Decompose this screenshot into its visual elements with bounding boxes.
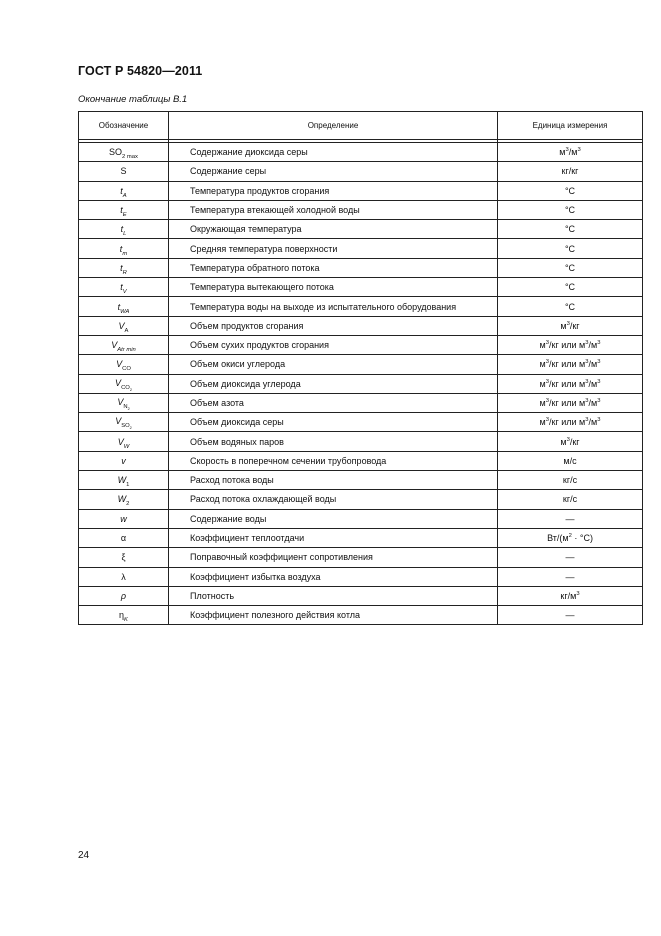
symbol-cell: $W_1$ [79,471,169,490]
table-row [79,606,643,625]
table-row [79,490,643,509]
symbol-cell: $W_2$ [79,490,169,509]
unit-cell: — [498,567,643,586]
unit-cell: кг/с [498,471,643,490]
unit-cell: — [498,509,643,528]
unit-cell: °C [498,278,643,297]
table-row [79,278,643,297]
definition-cell: Объем азота [169,393,498,412]
table-row [79,471,643,490]
column-header-definition: Определение [169,112,498,140]
symbol-cell: $V_{SO_2}$ [79,413,169,432]
symbol-cell: v [79,451,169,470]
definition-cell: Температура втекающей холодной воды [169,200,498,219]
symbol-cell: λ [79,567,169,586]
table-caption: Окончание таблицы В.1 [78,94,188,105]
unit-cell: $м^3/кг$ или $м^3/м^3$ [498,413,643,432]
definition-cell: Объем продуктов сгорания [169,316,498,335]
symbol-cell: $t_L$ [79,220,169,239]
definition-cell: Коэффициент полезного действия котла [169,606,498,625]
table-row [79,413,643,432]
table-row [79,586,643,605]
definition-cell: Содержание воды [169,509,498,528]
unit-cell: $м^3/кг$ [498,432,643,451]
definition-cell: Температура вытекающего потока [169,278,498,297]
table-row [79,316,643,335]
column-header-symbol: Обозначение [79,112,169,140]
definition-cell: Расход потока охлаждающей воды [169,490,498,509]
table-row [79,432,643,451]
definition-cell: Объем диоксида углерода [169,374,498,393]
table-row [79,548,643,567]
table-row [79,393,643,412]
definition-cell: Плотность [169,586,498,605]
definition-cell: Средняя температура поверхности [169,239,498,258]
unit-cell: — [498,606,643,625]
symbol-cell: w [79,509,169,528]
symbol-cell: S [79,162,169,181]
table-row [79,200,643,219]
definition-cell: Коэффициент теплоотдачи [169,528,498,547]
table-row [79,239,643,258]
definition-cell: Температура воды на выходе из испытательного оборудования [169,297,498,316]
symbol-cell: $V_{Atr min}$ [79,335,169,354]
definition-cell: Содержание диоксида серы [169,143,498,162]
definition-cell: Объем водяных паров [169,432,498,451]
symbol-cell: $V_W$ [79,432,169,451]
unit-cell: $м^3/кг$ или $м^3/м^3$ [498,335,643,354]
symbol-cell: $t_E$ [79,200,169,219]
symbol-cell: $V_{N_2}$ [79,393,169,412]
table-row [79,297,643,316]
unit-cell: $м^3/кг$ или $м^3/м^3$ [498,374,643,393]
table-row [79,528,643,547]
unit-cell: °C [498,258,643,277]
symbol-cell: ξ [79,548,169,567]
symbol-cell: α [79,528,169,547]
unit-cell: °C [498,220,643,239]
definition-cell: Объем окиси углерода [169,355,498,374]
table-header-row [79,112,643,140]
symbol-cell: $V_A$ [79,316,169,335]
symbol-cell: $V_{CO}$ [79,355,169,374]
symbol-cell: $t_V$ [79,278,169,297]
definition-cell: Окружающая температура [169,220,498,239]
definition-cell: Расход потока воды [169,471,498,490]
unit-cell: °C [498,200,643,219]
table-row [79,509,643,528]
unit-cell: кг/кг [498,162,643,181]
symbol-cell: $t_m$ [79,239,169,258]
table-row [79,374,643,393]
symbol-cell: $t_{WA}$ [79,297,169,316]
definition-cell: Поправочный коэффициент сопротивления [169,548,498,567]
column-header-unit: Единица измерения [498,112,643,140]
unit-cell: $м^3/кг$ или $м^3/м^3$ [498,355,643,374]
symbol-cell: $SO_{2 max}$ [79,143,169,162]
symbol-cell: $V_{CO_2}$ [79,374,169,393]
definition-cell: Коэффициент избытка воздуха [169,567,498,586]
unit-cell: $м^3/кг$ [498,316,643,335]
table-row [79,451,643,470]
table-row [79,355,643,374]
table-row [79,181,643,200]
unit-cell: $м^3/м^3$ [498,143,643,162]
definition-cell: Объем сухих продуктов сгорания [169,335,498,354]
unit-cell: °C [498,181,643,200]
table-row [79,143,643,162]
unit-cell: кг/с [498,490,643,509]
table-row [79,162,643,181]
definition-cell: Содержание серы [169,162,498,181]
table-body [79,143,643,625]
symbol-cell: $t_R$ [79,258,169,277]
symbol-cell: $\eta_K$ [79,606,169,625]
document-header: ГОСТ Р 54820—2011 [78,64,203,78]
page-number: 24 [78,850,90,861]
unit-cell: $м^3/кг$ или $м^3/м^3$ [498,393,643,412]
definition-cell: Объем диоксида серы [169,413,498,432]
unit-cell: — [498,548,643,567]
unit-cell: °C [498,239,643,258]
unit-cell: м/с [498,451,643,470]
unit-cell: $кг/м^3$ [498,586,643,605]
symbol-cell: $t_A$ [79,181,169,200]
unit-cell: $Вт/(м^2 \cdot ^\circ C)$ [498,528,643,547]
definition-cell: Температура обратного потока [169,258,498,277]
symbol-cell: ρ [79,586,169,605]
table-row [79,220,643,239]
definitions-table [78,111,643,625]
table-row [79,258,643,277]
definition-cell: Скорость в поперечном сечении трубопровода [169,451,498,470]
unit-cell: °C [498,297,643,316]
definition-cell: Температура продуктов сгорания [169,181,498,200]
table-row [79,567,643,586]
table-row [79,335,643,354]
